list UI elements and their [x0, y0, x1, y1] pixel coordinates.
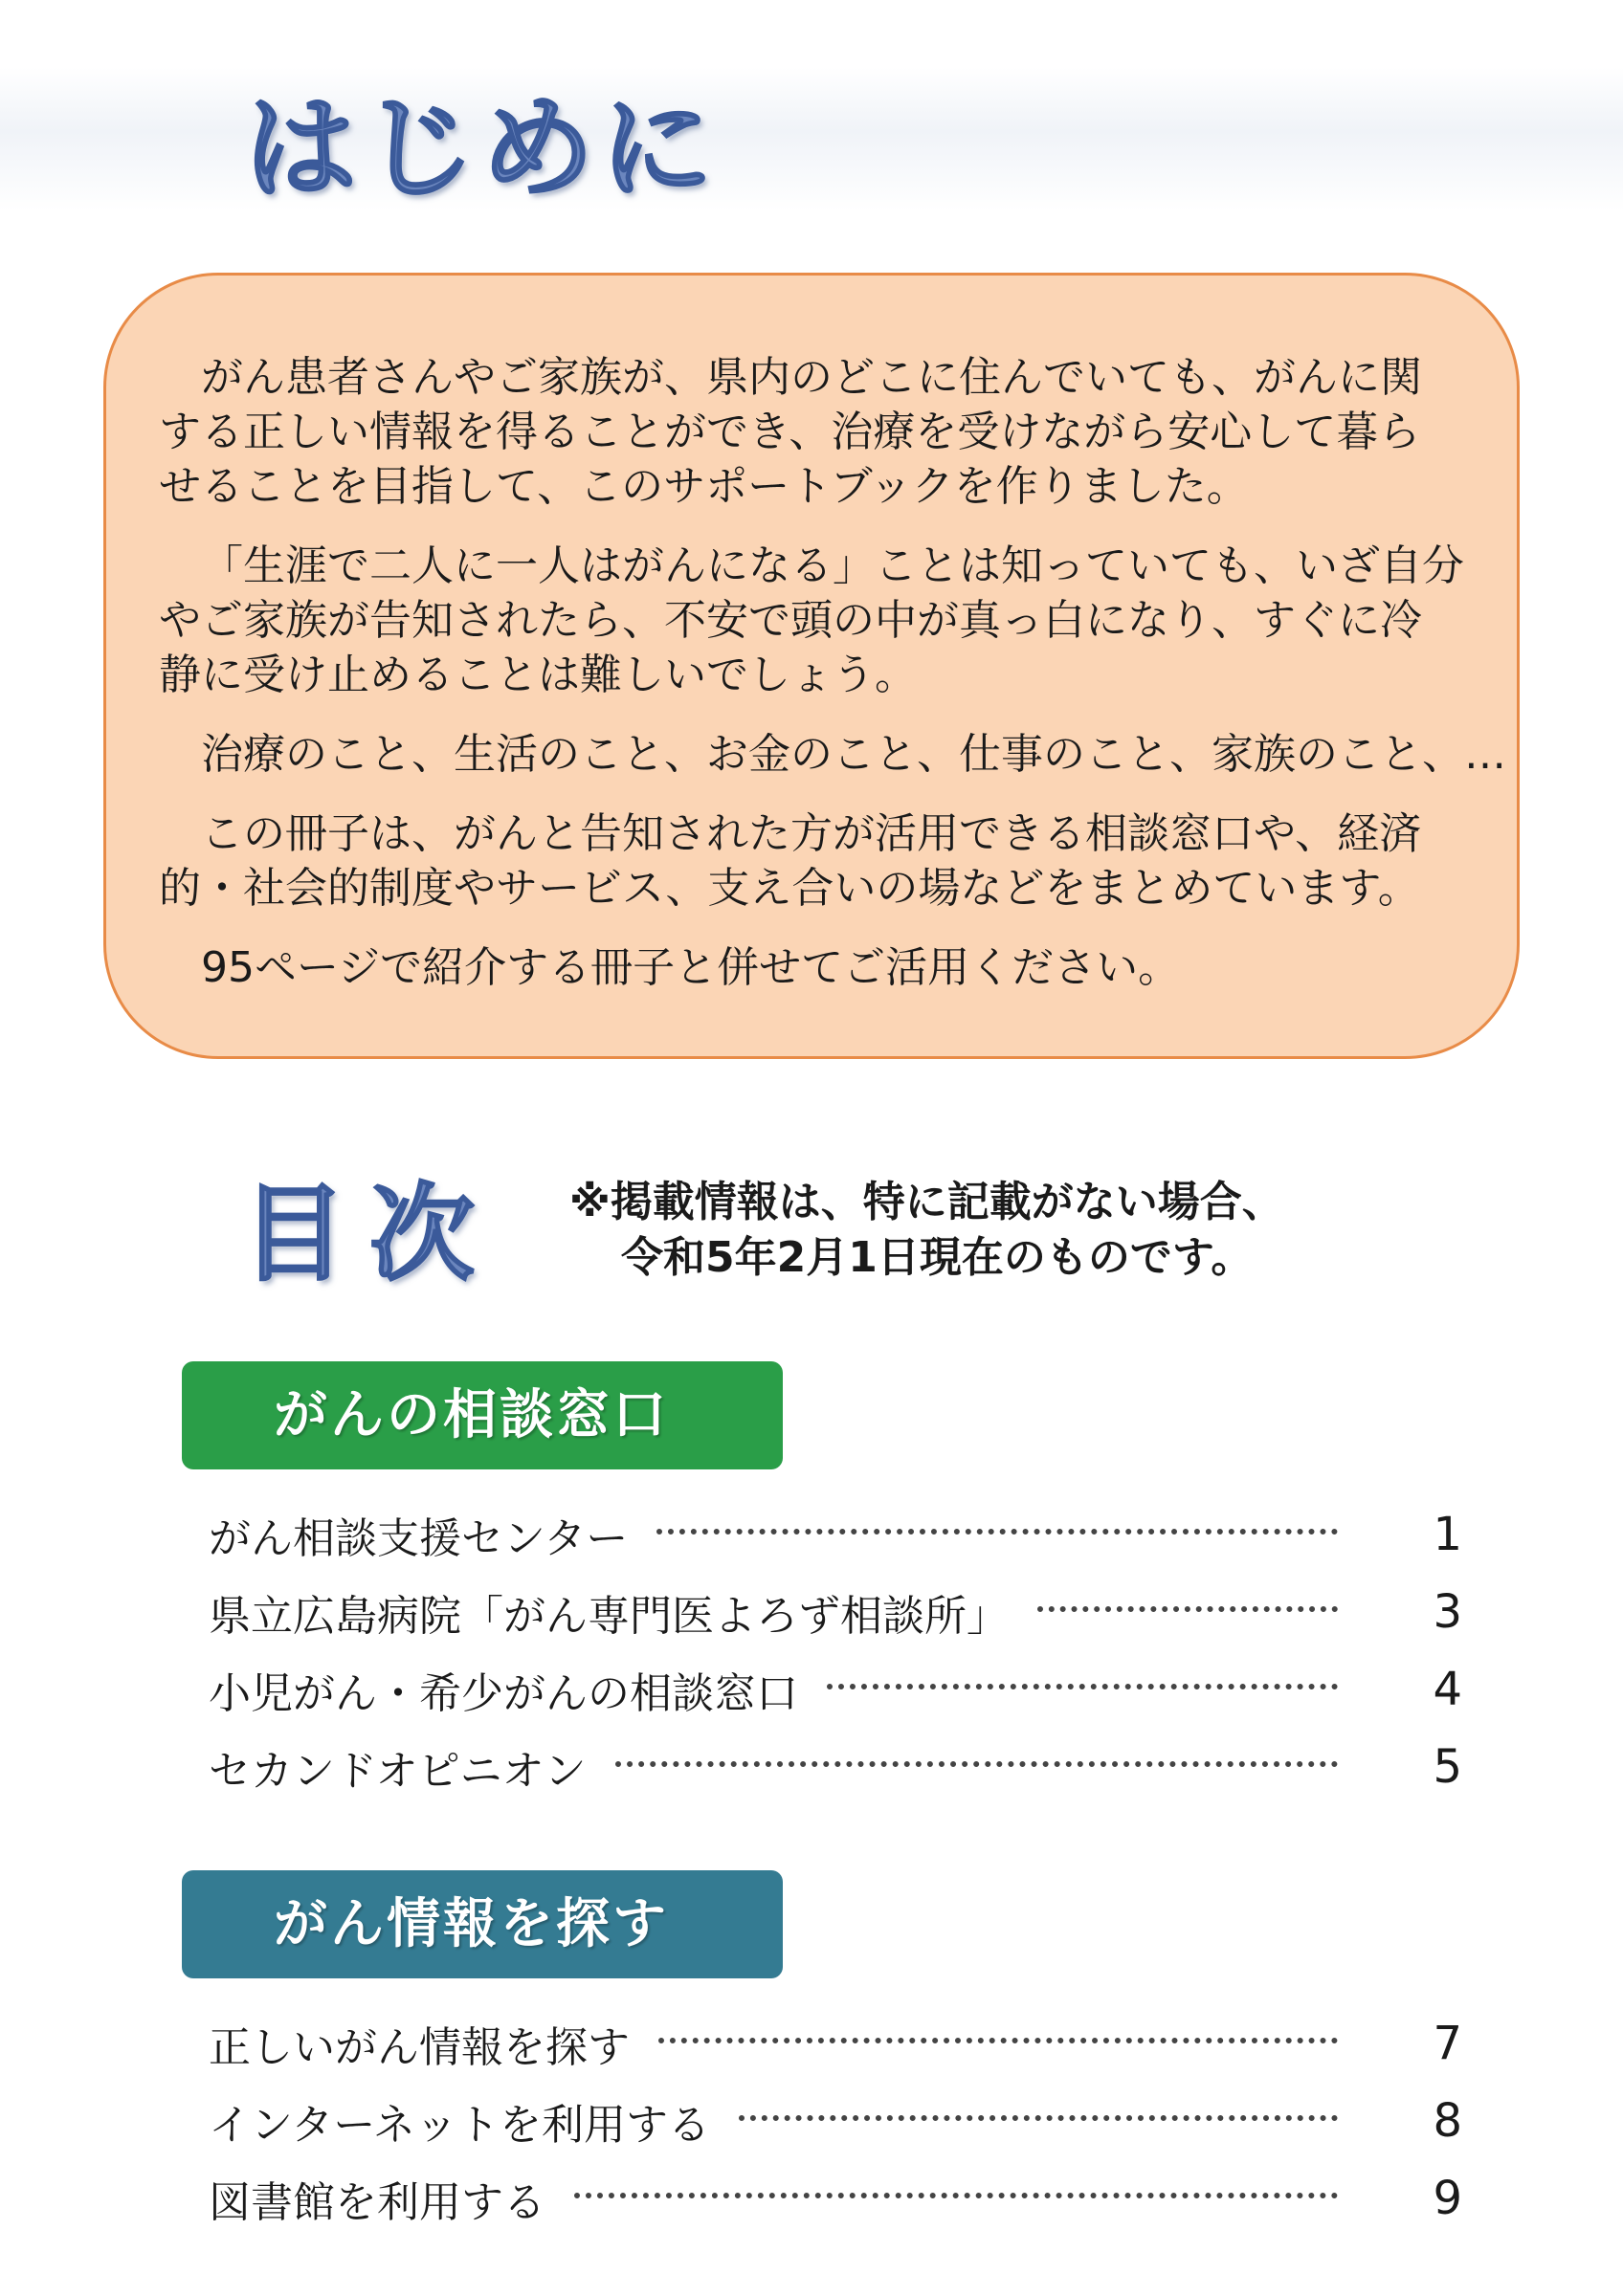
toc-note-line: 令和5年2月1日現在のものです。	[621, 1233, 1254, 1282]
toc-entry-label: 図書館を利用する	[209, 2177, 545, 2227]
intro-line: 静に受け止めることは難しいでしょう。	[159, 651, 917, 699]
toc-entry-label: 県立広島病院「がん専門医よろず相談所」	[209, 1591, 1009, 1641]
toc-entry-page: 3	[1433, 1584, 1462, 1639]
intro-heading: はじめに	[244, 82, 720, 214]
toc-entry-page: 9	[1433, 2171, 1462, 2225]
toc-entry-page: 7	[1433, 2016, 1462, 2070]
toc-heading: 目次	[241, 1173, 498, 1295]
toc-entry[interactable]	[209, 2004, 1462, 2082]
intro-line: この冊子は、がんと告知された方が活用できる相談窓口や、経済	[201, 809, 1422, 858]
intro-paragraph	[159, 727, 1506, 782]
toc-entry-label: セカンドオピニオン	[209, 1746, 587, 1796]
toc-leader-dots	[1037, 1606, 1338, 1612]
toc-note	[569, 1175, 1284, 1286]
toc-leader-dots	[658, 2038, 1338, 2043]
toc-leader-dots	[574, 2193, 1338, 2198]
toc-entry[interactable]	[209, 1573, 1462, 1650]
toc-entry[interactable]	[209, 1495, 1462, 1573]
toc-entry[interactable]	[209, 2159, 1462, 2237]
intro-line: 95ページで紹介する冊子と併せてご活用ください。	[201, 943, 1181, 992]
toc-list-find-info	[209, 2004, 1462, 2237]
intro-line: せることを目指して、このサポートブックを作りました。	[159, 462, 1249, 511]
toc-entry-label: がん相談支援センター	[209, 1513, 629, 1563]
toc-entry-page: 5	[1433, 1739, 1462, 1794]
toc-leader-dots	[656, 1529, 1338, 1534]
section-badge-consultation: がんの相談窓口	[182, 1361, 783, 1469]
toc-entry-label: インターネットを利用する	[209, 2100, 711, 2150]
intro-line: 治療のこと、生活のこと、お金のこと、仕事のこと、家族のこと、…	[201, 730, 1506, 779]
intro-box	[103, 273, 1520, 1059]
intro-paragraph	[159, 806, 1478, 916]
toc-entry-page: 1	[1433, 1507, 1462, 1561]
toc-entry-page: 8	[1433, 2093, 1462, 2148]
toc-leader-dots	[615, 1761, 1338, 1767]
toc-entry[interactable]	[209, 1650, 1462, 1728]
toc-list-consultation	[209, 1495, 1462, 1805]
toc-entry[interactable]	[209, 1728, 1462, 1805]
intro-line: 的・社会的制度やサービス、支え合いの場などをまとめています。	[159, 864, 1420, 913]
toc-entry-label: 正しいがん情報を探す	[209, 2022, 630, 2072]
intro-line: する正しい情報を得ることができ、治療を受けながら安心して暮ら	[159, 408, 1421, 456]
toc-note-line: ※掲載情報は、特に記載がない場合、	[569, 1178, 1284, 1226]
intro-paragraph	[159, 539, 1478, 702]
intro-paragraph	[159, 940, 1478, 995]
toc-entry-page: 4	[1433, 1662, 1462, 1716]
toc-entry[interactable]	[209, 2082, 1462, 2159]
intro-line: 「生涯で二人に一人はがんになる」ことは知っていても、いざ自分	[201, 541, 1464, 590]
toc-leader-dots	[739, 2115, 1338, 2121]
intro-line: がん患者さんやご家族が、県内のどこに住んでいても、がんに関	[201, 353, 1422, 402]
section-badge-find-info: がん情報を探す	[182, 1870, 783, 1978]
toc-leader-dots	[827, 1684, 1338, 1689]
intro-paragraph	[159, 350, 1478, 514]
intro-line: やご家族が告知されたら、不安で頭の中が真っ白になり、すぐに冷	[159, 596, 1422, 645]
toc-entry-label: 小児がん・希少がんの相談窓口	[209, 1668, 798, 1718]
